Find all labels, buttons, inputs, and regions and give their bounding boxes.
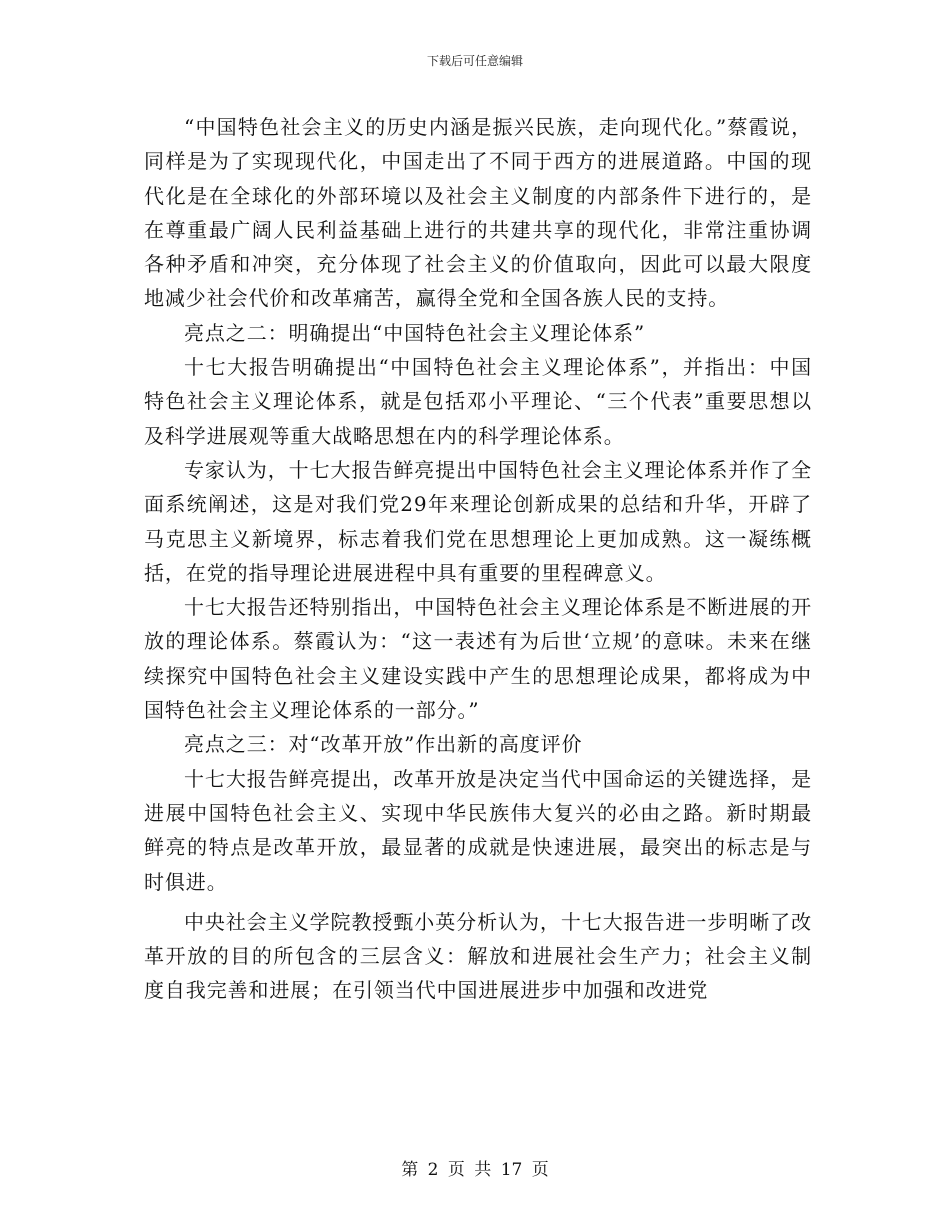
section-heading: 亮点之二：明确提出“中国特色社会主义理论体系” xyxy=(184,320,646,345)
paragraph: “中国特色社会主义的历史内涵是振兴民族，走向现代化。”蔡霞说，同样是为了实现现代化，中国走出了不同于西方的进展道路。中国的现代化是在全球化的外部环境以及社会主义制度的内部条件下进行的，是在尊重最广阔人民利益基础上进行的共建共享的现代化，非常注重协调各种矛盾和冲突，充分体现了社会主义的价值取向，因此可以最大限度地减少社会代价和改革痛苦，赢得全党和全国各族人民的支持。 xyxy=(144,115,812,311)
section-heading: 亮点之三：对“改革开放”作出新的高度评价 xyxy=(184,732,583,757)
document-body xyxy=(144,110,812,1008)
paragraph: 专家认为，十七大报告鲜亮提出中国特色社会主义理论体系并作了全面系统阐述，这是对我们党29年来理论创新成果的总结和升华，开辟了马克思主义新境界，标志着我们党在思想理论上更加成熟。这一凝练概括，在党的指导理论进展进程中具有重要的里程碑意义。 xyxy=(144,457,812,585)
paragraph: 十七大报告鲜亮提出，改革开放是决定当代中国命运的关键选择，是进展中国特色社会主义、实现中华民族伟大复兴的必由之路。新时期最鲜亮的特点是改革开放，最显著的成就是快速进展，最突出的标志是与时俱进。 xyxy=(144,766,812,894)
paragraph: 中央社会主义学院教授甄小英分析认为，十七大报告进一步明晰了改革开放的目的所包含的三层含义：解放和进展社会生产力；社会主义制度自我完善和进展；在引领当代中国进展进步中加强和改进党 xyxy=(144,909,812,1003)
page-header: 下载后可任意编辑 xyxy=(426,54,523,68)
paragraph: 十七大报告还特别指出，中国特色社会主义理论体系是不断进展的开放的理论体系。蔡霞认为：“这一表述有为后世‘立规’的意味。未来在继续探究中国特色社会主义建设实践中产生的思想理论成果，都将成为中国特色社会主义理论体系的一部分。” xyxy=(144,595,812,723)
paragraph: 十七大报告明确提出“中国特色社会主义理论体系”，并指出：中国特色社会主义理论体系，就是包括邓小平理论、“三个代表”重要思想以及科学进展观等重大战略思想在内的科学理论体系。 xyxy=(144,355,812,448)
page-number: 第 2 页 共 17 页 xyxy=(401,1160,549,1180)
